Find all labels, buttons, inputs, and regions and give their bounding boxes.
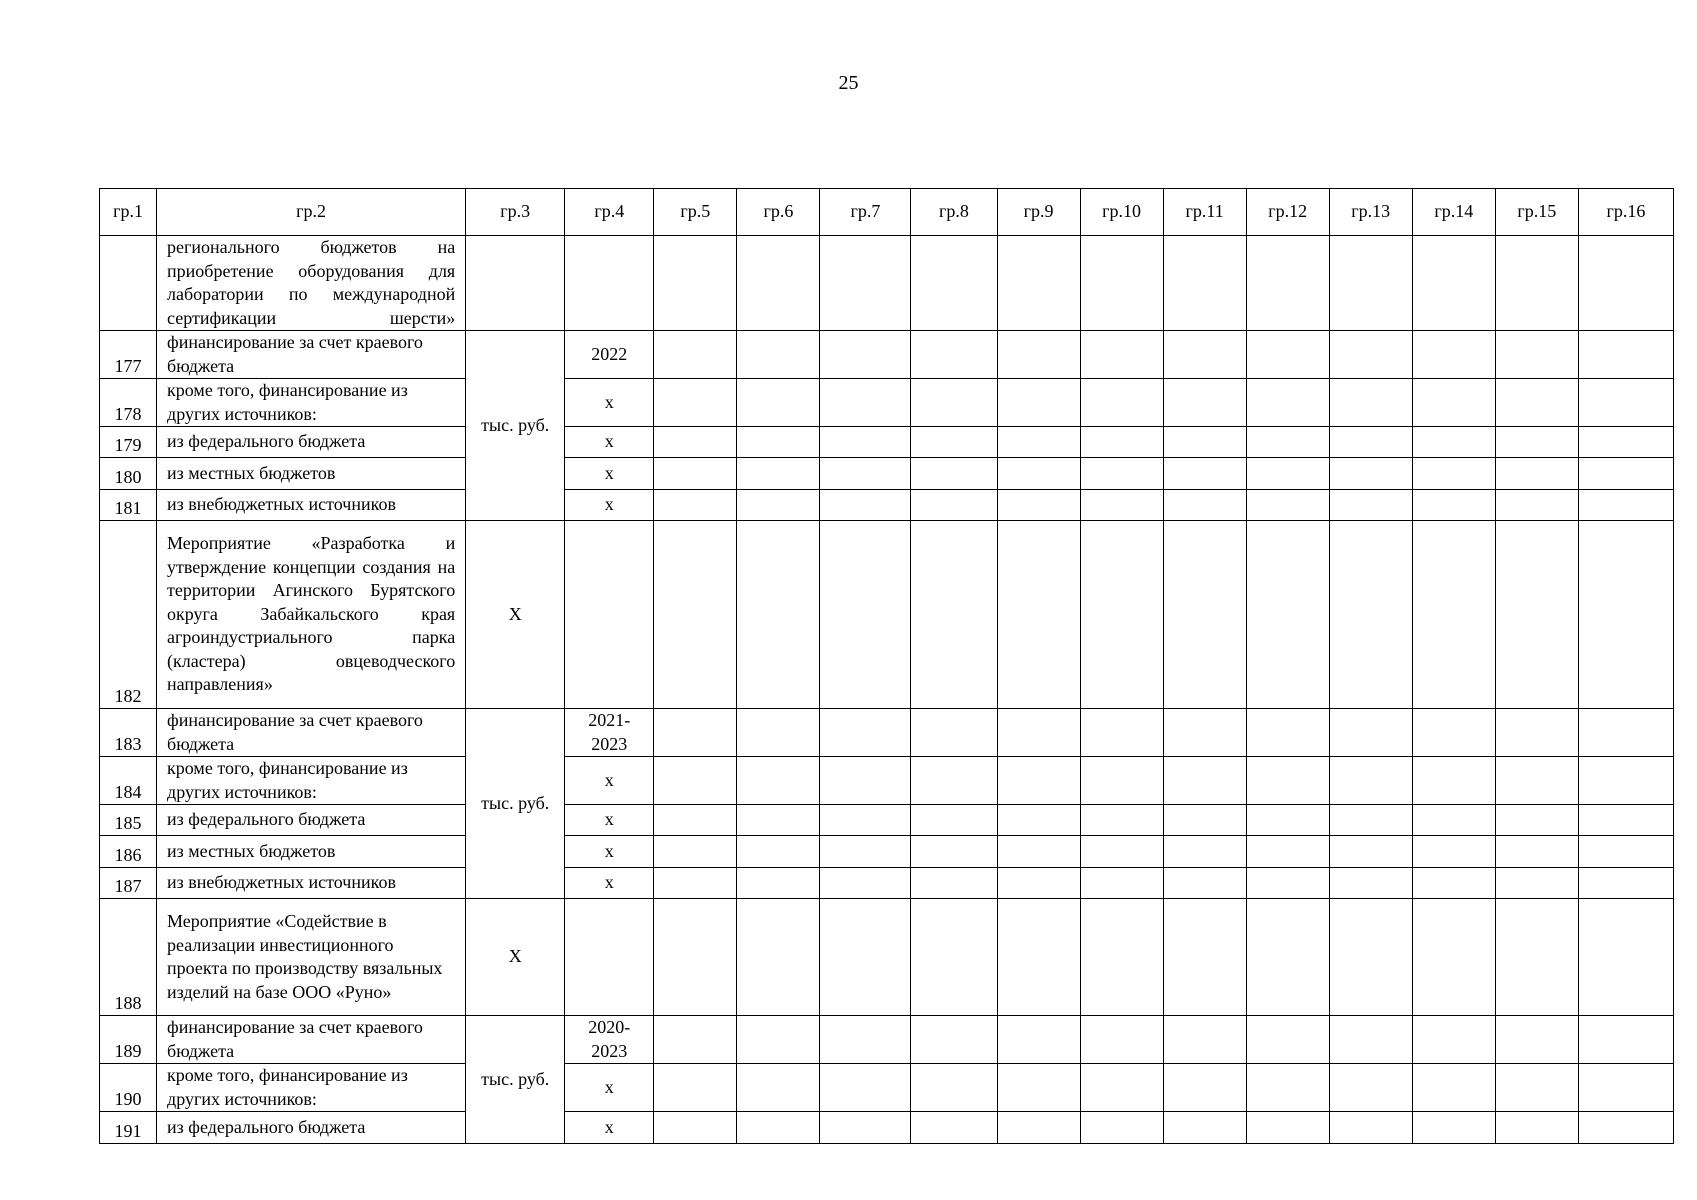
row-number: 190 [100, 1064, 157, 1112]
row-description: регионального бюджетов на приобретение оборудования для лаборатории по международной сертификации шерсти» [157, 236, 466, 331]
header-cell: гр.8 [911, 189, 997, 236]
row-description: из местных бюджетов [157, 836, 466, 868]
header-row [100, 189, 1674, 236]
header-cell: гр.4 [565, 189, 654, 236]
header-cell: гр.3 [466, 189, 565, 236]
row-number: 187 [100, 868, 157, 899]
table-row [100, 757, 1674, 805]
program-table [99, 188, 1674, 1144]
year-cell: x [565, 757, 654, 805]
row-number: 177 [100, 331, 157, 379]
header-cell: гр.10 [1080, 189, 1163, 236]
table-row [100, 458, 1674, 490]
row-description: из федерального бюджета [157, 1112, 466, 1144]
row-description: кроме того, финансирование из других источников: [157, 379, 466, 427]
row-number: 179 [100, 427, 157, 458]
table-row [100, 1112, 1674, 1144]
table-row [100, 709, 1674, 757]
header-cell: гр.5 [654, 189, 737, 236]
unit-cell: тыс. руб. [466, 709, 565, 899]
header-cell: гр.6 [737, 189, 820, 236]
header-cell: гр.7 [820, 189, 911, 236]
unit-cell: Х [466, 899, 565, 1016]
table-row [100, 331, 1674, 379]
row-description: кроме того, финансирование из других источников: [157, 757, 466, 805]
row-description: из федерального бюджета [157, 427, 466, 458]
year-cell: 2021-2023 [565, 709, 654, 757]
table-row [100, 868, 1674, 899]
year-cell [565, 899, 654, 1016]
unit-cell: тыс. руб. [466, 331, 565, 521]
header-cell: гр.14 [1412, 189, 1495, 236]
table-row [100, 1016, 1674, 1064]
row-description: из местных бюджетов [157, 458, 466, 490]
year-cell: 2020-2023 [565, 1016, 654, 1064]
row-description: финансирование за счет краевого бюджета [157, 1016, 466, 1064]
header-cell: гр.16 [1578, 189, 1673, 236]
year-cell: 2022 [565, 331, 654, 379]
row-description: финансирование за счет краевого бюджета [157, 331, 466, 379]
row-description: Мероприятие «Содействие в реализации инвестиционного проекта по производству вязальных изделий на базе ООО «Руно» [157, 899, 466, 1016]
row-number: 182 [100, 521, 157, 709]
unit-cell: Х [466, 521, 565, 709]
header-cell: гр.1 [100, 189, 157, 236]
row-number: 181 [100, 490, 157, 521]
header-cell: гр.11 [1163, 189, 1246, 236]
year-cell: x [565, 805, 654, 836]
row-number: 191 [100, 1112, 157, 1144]
table-row [100, 379, 1674, 427]
row-description: из внебюджетных источников [157, 490, 466, 521]
row-description: Мероприятие «Разработка и утверждение концепции создания на территории Агинского Бурятского округа Забайкальского края агроиндустриального парка (кластера) овцеводческого направления» [157, 521, 466, 709]
unit-cell [466, 236, 565, 331]
row-number: 186 [100, 836, 157, 868]
table-row [100, 899, 1674, 1016]
year-cell [565, 236, 654, 331]
unit-cell: тыс. руб. [466, 1016, 565, 1144]
row-number: 189 [100, 1016, 157, 1064]
table-row [100, 805, 1674, 836]
row-description: из внебюджетных источников [157, 868, 466, 899]
header-cell: гр.9 [997, 189, 1080, 236]
row-number: 178 [100, 379, 157, 427]
table-row [100, 836, 1674, 868]
row-number: 183 [100, 709, 157, 757]
row-number [100, 236, 157, 331]
table-row [100, 490, 1674, 521]
row-description: финансирование за счет краевого бюджета [157, 709, 466, 757]
table-row [100, 427, 1674, 458]
table-row [100, 1064, 1674, 1112]
year-cell: x [565, 458, 654, 490]
year-cell: x [565, 490, 654, 521]
year-cell: x [565, 1112, 654, 1144]
row-description: кроме того, финансирование из других источников: [157, 1064, 466, 1112]
header-cell: гр.12 [1246, 189, 1329, 236]
year-cell: x [565, 1064, 654, 1112]
header-cell: гр.2 [157, 189, 466, 236]
table-row [100, 521, 1674, 709]
year-cell: x [565, 379, 654, 427]
header-cell: гр.15 [1495, 189, 1578, 236]
table-row [100, 236, 1674, 331]
year-cell [565, 521, 654, 709]
year-cell: x [565, 427, 654, 458]
row-number: 180 [100, 458, 157, 490]
year-cell: x [565, 868, 654, 899]
row-number: 184 [100, 757, 157, 805]
page-number: 25 [838, 72, 859, 94]
header-cell: гр.13 [1329, 189, 1412, 236]
row-description: из федерального бюджета [157, 805, 466, 836]
row-number: 188 [100, 899, 157, 1016]
row-number: 185 [100, 805, 157, 836]
year-cell: x [565, 836, 654, 868]
